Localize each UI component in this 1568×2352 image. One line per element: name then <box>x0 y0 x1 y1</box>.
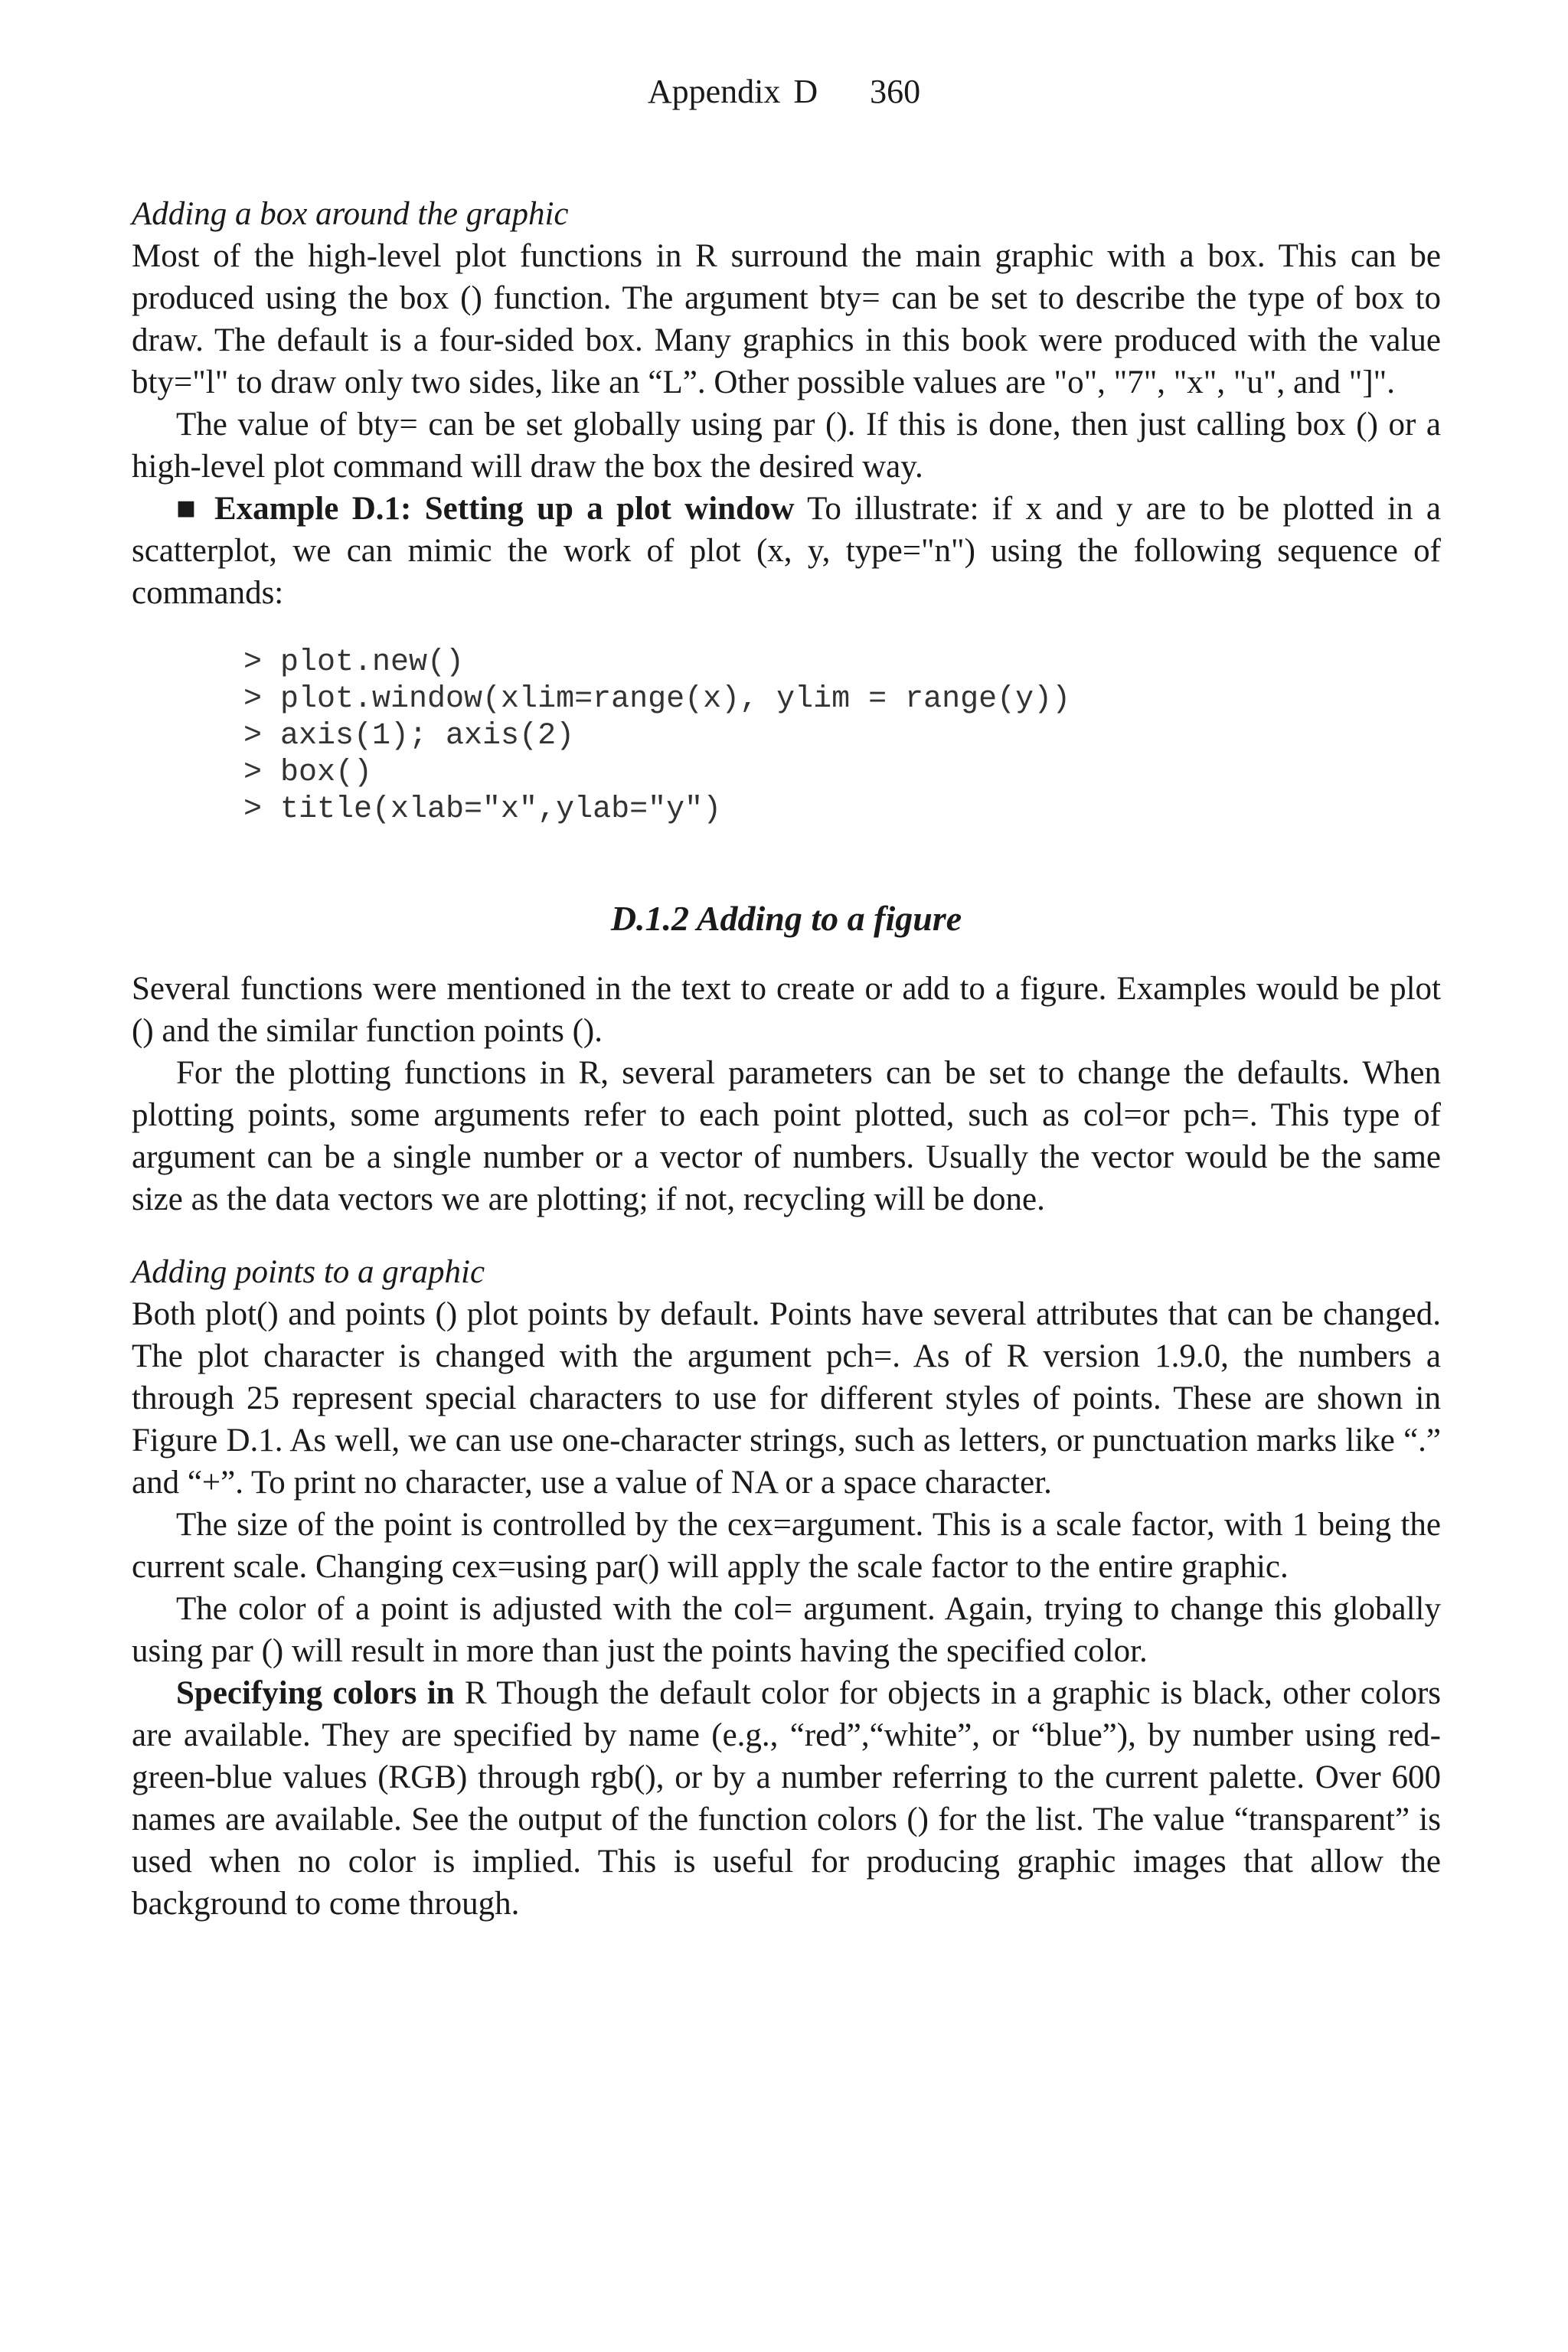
code-block <box>132 645 1441 828</box>
example-paragraph <box>132 488 1441 614</box>
spacer <box>132 828 1441 896</box>
code-line: > plot.new() <box>243 645 465 680</box>
paragraph: Several functions were mentioned in the text to create or add to a figure. Examples would be plot () and the similar function points (). <box>132 971 1441 1049</box>
paragraph: Most of the high-level plot functions in R surround the main graphic with a box. This can be produced using the box () function. The argument bty= can be set to describe the type of box to draw. The default is a four-sided box. Many graphics in this book were produced with the value bty="l" to draw only two sides, like an “L”. Other possible values are "o", "7", "x", "u", and "]". <box>132 238 1441 400</box>
subsection-heading-points: Adding points to a graphic <box>132 1254 485 1290</box>
subsection-heading-box: Adding a box around the graphic <box>132 196 569 232</box>
example-text: To illustrate: if x and y are to be plotted in a scatterplot, we can mimic the work of plot (x, y, type="n") using the following sequence of commands: <box>132 491 1441 611</box>
square-bullet-icon: ■ <box>176 491 201 527</box>
paragraph: Both plot() and points () plot points by default. Points have several attributes that can be changed. The plot character is changed with the argument pch=. As of R version 1.9.0, the numbers a through 25 represent special characters to use for different styles of points. These are shown in Figure D.1. As well, we can use one-character strings, such as letters, or punctuation marks like “.” and “+”. To print no character, use a value of NA or a space character. <box>132 1296 1441 1501</box>
paragraph: The color of a point is adjusted with the col= argument. Again, trying to change this globally using par () will result in more than just the points having the specified color. <box>132 1591 1441 1669</box>
section-title: D.1.2 Adding to a figure <box>610 899 962 938</box>
spacer <box>132 614 1441 645</box>
colors-bold-lead: Specifying colors in <box>176 1675 455 1711</box>
code-line: > plot.window(xlim=range(x), ylim = range(y)) <box>243 682 1071 717</box>
example-title: Example D.1: Setting up a plot window <box>214 491 795 527</box>
code-line: > box() <box>243 756 373 790</box>
code-line: > title(xlab="x",ylab="y") <box>243 792 722 827</box>
spacer <box>132 1220 1441 1251</box>
colors-paragraph <box>132 1672 1441 1925</box>
page-header: Appendix D 360 <box>647 73 921 110</box>
page-body <box>132 193 1441 1925</box>
paragraph: The size of the point is controlled by the cex=argument. This is a scale factor, with 1 being the current scale. Changing cex=using par() will apply the scale factor to the entire graphic. <box>132 1507 1441 1585</box>
paragraph: For the plotting functions in R, several parameters can be set to change the defaults. When plotting points, some arguments refer to each point plotted, such as col=or pch=. This type of argument can be a single number or a vector of numbers. Usually the vector would be the same size as the data vectors we are plotting; if not, recycling will be done. <box>132 1055 1441 1217</box>
paragraph: The value of bty= can be set globally using par (). If this is done, then just calling box () or a high-level plot command will draw the box the desired way. <box>132 407 1441 485</box>
spacer <box>132 942 1441 968</box>
colors-text: R Though the default color for objects in a graphic is black, other colors are available. They are specified by name (e.g., “red”,“white”, or “blue”), by number using red-green-blue values (RGB) through rgb(), or by a number referring to the current palette. Over 600 names are available. See the output of the function colors () for the list. The value “transparent” is used when no color is implied. This is useful for producing graphic images that allow the background to come through. <box>132 1675 1441 1922</box>
code-line: > axis(1); axis(2) <box>243 719 575 753</box>
